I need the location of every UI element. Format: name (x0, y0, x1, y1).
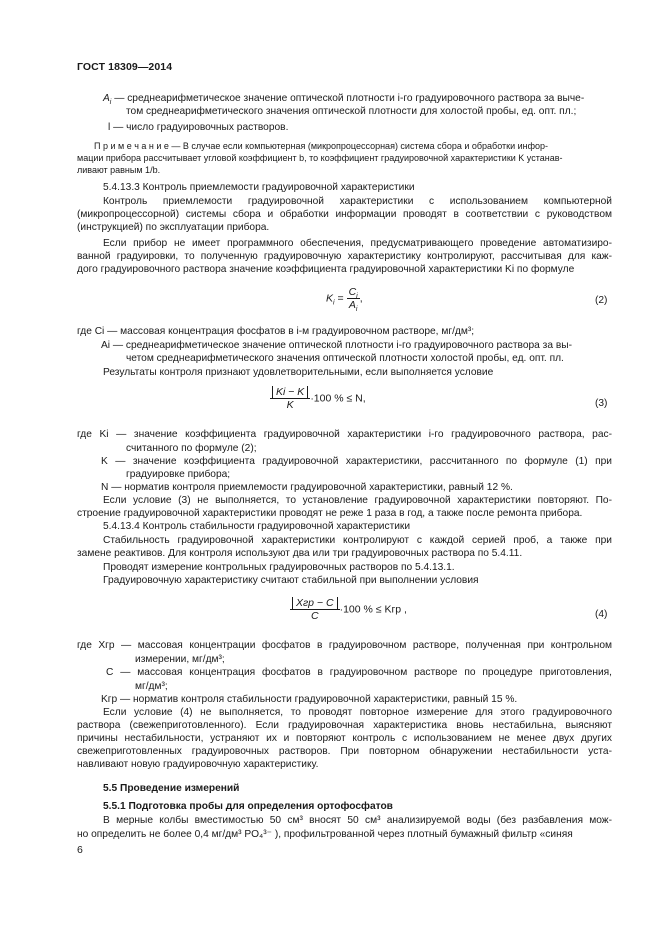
where-2-line-3: K — значение коэффициента градуировочной характеристики, рассчитанного по формуле (1) при (101, 456, 612, 467)
where-3-line-2: измерении, мг/дм³; (135, 654, 225, 665)
paragraph-4-line-2: строение градуировочной характеристики проводят не реже 1 раза в год, а также после ремонта прибора. (77, 508, 583, 519)
equation-3: $\frac{Ki - K}{K}$ ·100 % ≤ N, (270, 386, 366, 411)
paragraph-1-line-2: (микропроцессорной) системы сбора и обработки информации проводят в соответствии с руководством (77, 209, 612, 220)
paragraph-8-line-4: свежеприготовленных градуировочных растворов. При повторном обнаружении нестабильности уста- (77, 746, 612, 757)
page-number: 6 (77, 844, 83, 856)
where-1-line-1: где Ci — массовая концентрация фосфатов в i-м градуировочном растворе, мг/дм³; (77, 326, 475, 337)
note-line-2: мации прибора рассчитывает угловой коэффициент b, то коэффициент градуировочной характеристики K устанав- (77, 153, 563, 163)
where-3-line-4: мг/дм³; (135, 681, 168, 692)
ai-definition-line-2: том среднеарифметического значения оптической плотности для холостой пробы, ед. опт. пл.; (126, 106, 577, 117)
paragraph-2-line-3: дого градуировочного раствора значение коэффициента градуировочной характеристики Ki по формуле (77, 264, 575, 275)
paragraph-2-line-2: ванной градуировки, то полученную градуировочную характеристику контролируют, рассчитывая для каж- (77, 251, 612, 262)
paragraph-3: Результаты контроля признают удовлетворительными, если выполняется условие (103, 367, 494, 378)
section-5-4-13-3-heading: 5.4.13.3 Контроль приемлемости градуировочной характеристики (103, 182, 415, 193)
paragraph-6: Проводят измерение контрольных градуировочных растворов по 5.4.13.1. (103, 562, 455, 573)
paragraph-7: Градуировочную характеристику считают стабильной при выполнении условия (103, 575, 479, 586)
paragraph-9-line-1: В мерные колбы вместимостью 50 см³ вносят 50 см³ анализируемой воды (без разбавления мож- (103, 815, 612, 826)
section-5-5-heading: 5.5 Проведение измерений (103, 783, 240, 794)
paragraph-8-line-1: Если условие (4) не выполняется, то проводят повторное измерение для этого градуировочного (103, 707, 612, 718)
where-2-line-5: N — норматив контроля приемлемости градуировочной характеристики, равный 12 %. (101, 482, 513, 493)
where-1-line-3: четом среднеарифметического значения оптической плотности холостой пробы, ед. опт. пл. (126, 353, 564, 364)
paragraph-8-line-2: раствора (свежеприготовленного). Если градуировочная характеристика вновь нестабильна, выясняют (77, 720, 612, 731)
where-2-line-4: градуировке прибора; (126, 469, 231, 480)
paragraph-4-line-1: Если условие (3) не выполняется, то установление градуировочной характеристики повторяют. По- (103, 495, 612, 506)
note-line-1: П р и м е ч а н и е — В случае если компьютерная (микропроцессорная) система сбора и обработки инфор- (94, 141, 549, 151)
where-3-line-1: где Xгр — массовая концентрации фосфатов в градуировочном растворе, полученная при контрольном (77, 640, 612, 651)
where-1-line-2: Ai — среднеарифметическое значение оптической плотности i-го градуировочного раствора за вы- (101, 340, 572, 351)
paragraph-2-line-1: Если прибор не имеет программного обеспечения, предусматривающего проведение автоматизиро- (103, 238, 612, 249)
paragraph-1-line-1: Контроль приемлемости градуировочной характеристики с использованием компьютерной (103, 196, 612, 207)
paragraph-9-line-2: но определить не более 0,4 мг/дм³ PO₄³⁻ ), профильтрованной через плотный бумажный фильтр «синяя (77, 829, 573, 840)
equation-2: $K_i$ = $\frac{C_i}{A_i}$ , (326, 286, 363, 314)
equation-4: $\frac{\text{Xгр − C}}{C}$ ·100 % ≤ Kгр , (290, 597, 407, 622)
equation-3-number: (3) (595, 398, 608, 409)
paragraph-1-line-3: (инструкцией) по эксплуатации прибора. (77, 222, 270, 233)
paragraph-5-line-2: замене реактивов. Для контроля используют два или три градуировочных раствора по 5.4.11. (77, 548, 523, 559)
l-definition: l — число градуировочных растворов. (108, 122, 289, 133)
equation-2-number: (2) (595, 295, 608, 306)
where-2-line-1: где Ki — значение коэффициента градуировочной характеристики i-го градуировочного раствора, рас- (77, 429, 612, 440)
page-header-title: ГОСТ 18309—2014 (77, 61, 173, 73)
section-5-5-1-heading: 5.5.1 Подготовка пробы для определения ортофосфатов (103, 801, 393, 812)
paragraph-5-line-1: Стабильность градуировочной характеристики контролируют с каждой серией проб, а также при (103, 535, 612, 546)
paragraph-8-line-5: навливают новую градуировочную характеристику. (77, 759, 319, 770)
paragraph-8-line-3: причины нестабильности, устраняют их и повторяют контроль с использованием не менее двух других (77, 733, 612, 744)
section-5-4-13-4-heading: 5.4.13.4 Контроль стабильности градуировочной характеристики (103, 521, 411, 532)
where-3-line-3: C — массовая концентрация фосфатов в градуировочном растворе по процедуре приготовления, (106, 667, 612, 678)
equation-4-number: (4) (595, 609, 608, 620)
where-3-line-5: Kгр — норматив контроля стабильности градуировочной характеристики, равный 15 %. (101, 694, 518, 705)
where-2-line-2: считанного по формуле (2); (126, 443, 257, 454)
note-line-3: ливают равным 1/b. (77, 165, 161, 175)
ai-definition-line-1: $A_i$ — среднеарифметическое значение оптической плотности i-го градуировочного раствора за выче- (103, 93, 585, 107)
